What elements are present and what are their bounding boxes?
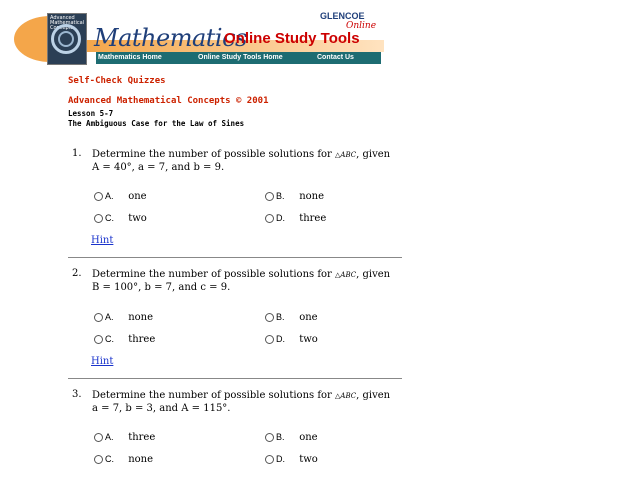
- radio-button[interactable]: [94, 433, 103, 442]
- spiral-graphic-inner: [58, 31, 74, 47]
- option-text: one: [128, 191, 147, 202]
- option-letter: A.: [105, 191, 114, 201]
- hint-link[interactable]: Hint: [91, 356, 114, 367]
- option-a[interactable]: [94, 312, 153, 323]
- question-prompt: Determine the number of possible solutions for: [92, 269, 332, 280]
- option-text: none: [128, 454, 154, 465]
- divider: [68, 378, 402, 379]
- radio-button[interactable]: [94, 313, 103, 322]
- question-prompt: Determine the number of possible solutions for: [92, 390, 332, 401]
- given-label: , given: [356, 269, 391, 280]
- triangle-label: △ABC: [335, 392, 357, 400]
- option-letter: A.: [105, 312, 114, 322]
- option-letter: B.: [276, 191, 285, 201]
- triangle-label: △ABC: [335, 271, 357, 279]
- option-b[interactable]: [265, 191, 324, 202]
- option-letter: A.: [105, 432, 114, 442]
- option-letter: C.: [105, 334, 114, 344]
- question-text-line2: a = 7, b = 3, and A = 115°.: [92, 403, 231, 414]
- option-text: one: [299, 312, 318, 323]
- hint-link[interactable]: Hint: [91, 235, 114, 246]
- given-label: , given: [356, 390, 391, 401]
- book-cover-label: Advanced Mathematical Concepts: [50, 15, 85, 31]
- option-letter: C.: [105, 213, 114, 223]
- course-title: Advanced Mathematical Concepts © 2001: [68, 96, 269, 106]
- option-d[interactable]: [265, 213, 326, 224]
- given-label: , given: [356, 149, 391, 160]
- radio-button[interactable]: [94, 455, 103, 464]
- site-title: Mathematics: [94, 24, 247, 52]
- lesson-number: Lesson 5-7: [68, 109, 114, 118]
- option-b[interactable]: [265, 432, 318, 443]
- option-letter: D.: [276, 334, 285, 344]
- site-subtitle: Online Study Tools: [224, 30, 360, 47]
- radio-button[interactable]: [265, 455, 274, 464]
- question-text-line2: A = 40°, a = 7, and b = 9.: [92, 162, 225, 173]
- option-b[interactable]: [265, 312, 318, 323]
- divider: [68, 257, 402, 258]
- question-number: 3.: [72, 389, 82, 400]
- option-text: two: [299, 334, 318, 345]
- radio-button[interactable]: [265, 192, 274, 201]
- option-d[interactable]: [265, 334, 318, 345]
- radio-button[interactable]: [265, 335, 274, 344]
- nav-contact-us[interactable]: Contact Us: [317, 54, 354, 61]
- option-c[interactable]: [94, 334, 155, 345]
- option-text: two: [299, 454, 318, 465]
- radio-button[interactable]: [265, 433, 274, 442]
- option-a[interactable]: [94, 432, 155, 443]
- option-d[interactable]: [265, 454, 318, 465]
- radio-button[interactable]: [265, 313, 274, 322]
- section-title: Self-Check Quizzes: [68, 76, 166, 86]
- option-letter: B.: [276, 432, 285, 442]
- option-text: three: [128, 334, 156, 345]
- question-text-line1: [92, 268, 390, 282]
- option-text: three: [128, 432, 156, 443]
- question-number: 2.: [72, 268, 82, 279]
- option-letter: B.: [276, 312, 285, 322]
- option-text: none: [128, 312, 154, 323]
- question-number: 1.: [72, 148, 82, 159]
- radio-button[interactable]: [94, 214, 103, 223]
- radio-button[interactable]: [94, 192, 103, 201]
- option-letter: D.: [276, 213, 285, 223]
- radio-button[interactable]: [265, 214, 274, 223]
- nav-online-study-tools-home[interactable]: Online Study Tools Home: [198, 54, 283, 61]
- question-text-line1: [92, 389, 390, 403]
- option-c[interactable]: [94, 213, 147, 224]
- triangle-label: △ABC: [335, 151, 357, 159]
- question-prompt: Determine the number of possible solutions for: [92, 149, 332, 160]
- glencoe-logo[interactable]: GLENCOE: [320, 11, 365, 21]
- book-cover-logo: [47, 13, 87, 65]
- option-c[interactable]: [94, 454, 153, 465]
- option-a[interactable]: [94, 191, 147, 202]
- option-text: one: [299, 432, 318, 443]
- option-text: none: [299, 191, 325, 202]
- option-text: two: [128, 213, 147, 224]
- nav-mathematics-home[interactable]: Mathematics Home: [98, 54, 162, 61]
- option-letter: C.: [105, 454, 114, 464]
- option-letter: D.: [276, 454, 285, 464]
- lesson-topic: The Ambiguous Case for the Law of Sines: [68, 119, 245, 128]
- question-text-line1: [92, 148, 390, 162]
- radio-button[interactable]: [94, 335, 103, 344]
- question-text-line2: B = 100°, b = 7, and c = 9.: [92, 282, 231, 293]
- glencoe-online-tag: Online: [346, 21, 377, 31]
- option-text: three: [299, 213, 327, 224]
